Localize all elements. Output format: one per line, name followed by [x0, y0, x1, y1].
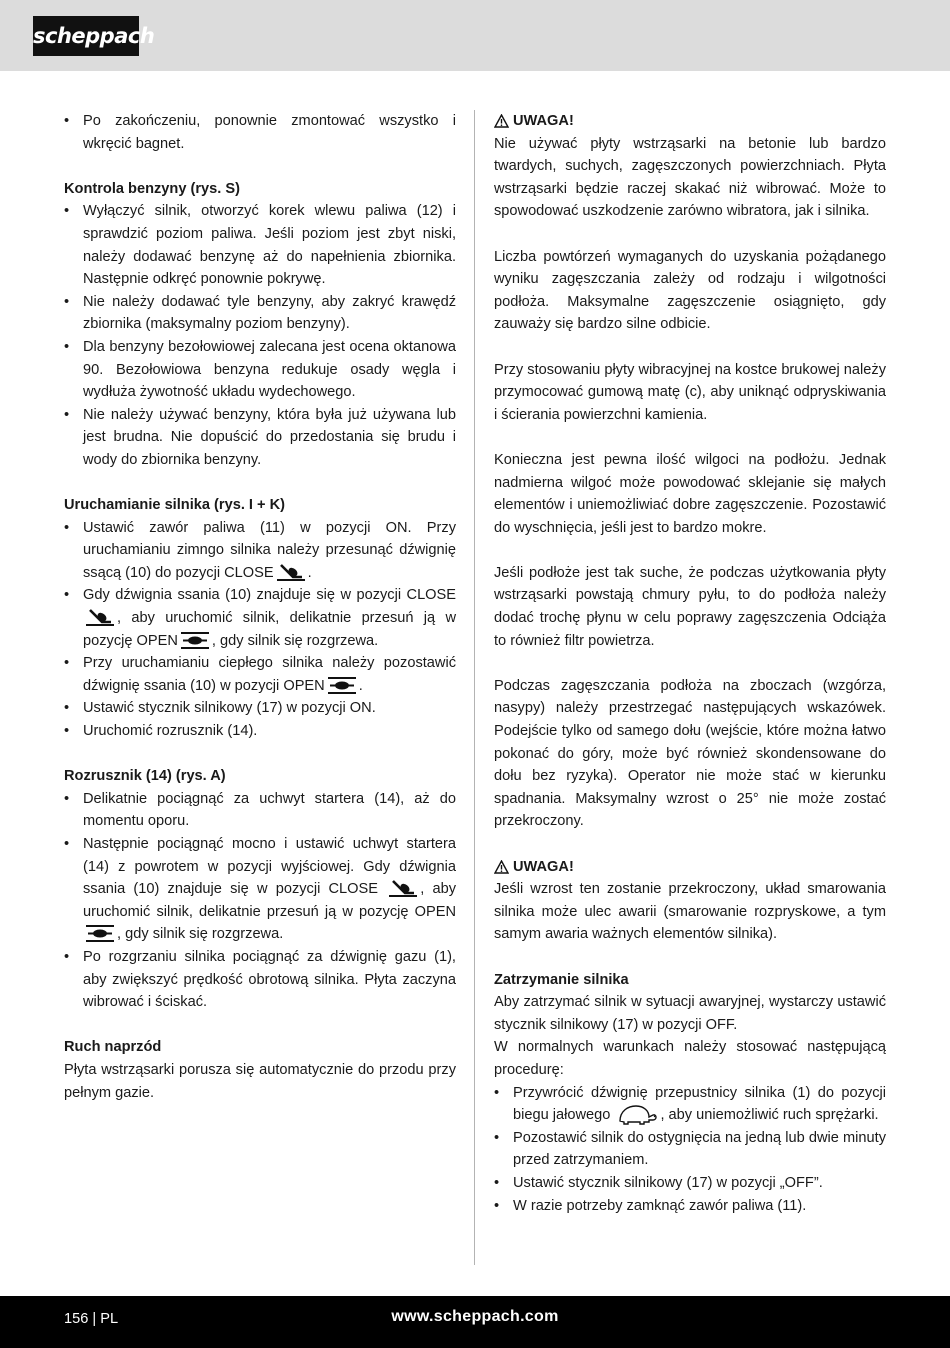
- list-item: • Gdy dźwignia ssania (10) znajduje się w pozycji CLOSE, aby uruchomić silnik, delikatnie przesuń ją w pozycję OPEN , gdy silnik się rozgrzewa.: [64, 584, 456, 652]
- warning-label: UWAGA!: [513, 858, 574, 875]
- paragraph: Podczas zagęszczania podłoża na zboczach (wzgórza, nasypy) należy przestrzegać następujących wskazówek. Podejście tylko od samego dołu (wejście, które można łatwo pokonać do góry, może być również skondensowane do dołu bez ryzyka). Operator nie może stać w kierunku spadnania. Maksymalny wzrost o 25° nie może zostać przekroczony.: [494, 677, 886, 830]
- warning-triangle-icon: [494, 114, 509, 128]
- warning-2: [494, 856, 886, 879]
- paragraph: Liczba powtórzeń wymaganych do uzyskania pożądanego wyniku zagęszczania zależy od rodzaju i wilgotności podłoża. Maksymalne zagęszczenie osiągnięto, gdy zauważy się bardzo silne odbicie.: [494, 248, 886, 333]
- list-item: • Ustawić stycznik silnikowy (17) w pozycji „OFF”.: [494, 1172, 886, 1195]
- warning-triangle-icon: [494, 860, 509, 874]
- starter-heading: Rozrusznik (14) (rys. A): [64, 768, 226, 785]
- forward-text: Płyta wstrząsarki porusza się automatycznie do przodu przy pełnym gazie.: [64, 1061, 456, 1101]
- fuel-heading: Kontrola benzyny (rys. S): [64, 180, 240, 197]
- paragraph: Przy stosowaniu płyty wibracyjnej na kostce brukowej należy przymocować gumową matę (c), aby uniknąć odpryskiwania i ścierania powierzchni kamienia.: [494, 361, 886, 423]
- stop-text: Aby zatrzymać silnik w sytuacji awaryjnej, wystarczy ustawić stycznik silnikowy (17) w pozycji OFF.: [494, 994, 886, 1033]
- choke-closed-icon: [388, 879, 418, 897]
- intro-list: [64, 110, 456, 155]
- start-list: [64, 517, 456, 743]
- list-item: • Ustawić stycznik silnikowy (17) w pozycji ON.: [64, 697, 456, 720]
- list-item: • W razie potrzeby zamknąć zawór paliwa (11).: [494, 1195, 886, 1218]
- choke-open-icon: [85, 924, 115, 942]
- list-item: • Po rozgrzaniu silnika pociągnąć za dźwignię gazu (1), aby zwiększyć prędkość obrotową silnika. Płyta zaczyna wibrować i ściskać.: [64, 946, 456, 1014]
- warning-text: Jeśli wzrost ten zostanie przekroczony, układ smarowania silnika może ulec awarii (smarowanie rozpryskowe, a tym samym awaria ważnych elementów silnika).: [494, 881, 886, 943]
- choke-closed-icon: [85, 608, 115, 626]
- choke-open-icon: [180, 631, 210, 649]
- website-link[interactable]: www.scheppach.com: [391, 1308, 559, 1325]
- starter-list: [64, 788, 456, 1014]
- list-item: • Nie należy używać benzyny, która była już używana lub jest brudna. Nie dopuścić do przedostania się brudu i wody do zbiornika benzyny.: [64, 404, 456, 472]
- list-item: • Po zakończeniu, ponownie zmontować wszystko i wkręcić bagnet.: [64, 110, 456, 155]
- stop-heading: Zatrzymanie silnika: [494, 971, 629, 988]
- header-bar: [0, 0, 950, 71]
- column-divider: [474, 110, 475, 1265]
- paragraph: Konieczna jest pewna ilość wilgoci na podłożu. Jednak nadmierna wilgoć może powodować sklejanie się małych elementów i uniemożliwiać dobre zagęszczenie. Pozostawić do wyschnięcia, jeśli jest to bardzo mokre.: [494, 451, 886, 536]
- turtle-icon: [616, 1104, 658, 1126]
- list-item: • Następnie pociągnąć mocno i ustawić uchwyt startera (14) z powrotem w pozycji wyjściowej. Gdy dźwignia ssania (10) znajduje się w pozycji CLOSE , aby uruchomić silnik, delikatnie przesuń ją w pozycję OPEN, gdy silnik się rozgrzewa.: [64, 833, 456, 946]
- footer-bar: [0, 1296, 950, 1348]
- list-item: • Ustawić zawór paliwa (11) w pozycji ON. Przy uruchamianiu zimngo silnika należy przesunąć dźwignię ssącą (10) do pozycji CLOSE .: [64, 517, 456, 585]
- paragraph: Jeśli podłoże jest tak suche, że podczas użytkowania płyty wstrząsarki powstają chmury pyłu, to do podłoża należy dodać trochę płynu w celu poprawy zagęszczenia Odciąża to również filtr powietrza.: [494, 564, 886, 649]
- warning-text: Nie używać płyty wstrząsarki na betonie lub bardzo twardych, suchych, zagęszczonych powierzchniach. Płyta wstrząsarki będzie raczej skakać niż wibrować. Może to spowodować uszkodzenie zarówno wibratora, jak i silnika.: [494, 135, 886, 220]
- list-item: • Delikatnie pociągnąć za uchwyt startera (14), aż do momentu oporu.: [64, 788, 456, 833]
- list-item: • Pozostawić silnik do ostygnięcia na jedną lub dwie minuty przed zatrzymaniem.: [494, 1127, 886, 1172]
- right-column: [494, 110, 886, 1217]
- fuel-list: [64, 200, 456, 471]
- left-column: [64, 110, 456, 1104]
- list-item: • Przy uruchamianiu ciepłego silnika należy pozostawić dźwignię ssania (10) w pozycji OPEN .: [64, 652, 456, 697]
- choke-closed-icon: [276, 563, 306, 581]
- list-item: • Dla benzyny bezołowiowej zalecana jest ocena oktanowa 90. Bezołowiowa benzyna redukuje osady węgla i wydłuża żywotność układu wydechowego.: [64, 336, 456, 404]
- stop-list: [494, 1082, 886, 1218]
- forward-heading: Ruch naprzód: [64, 1039, 162, 1056]
- warning-1: [494, 110, 886, 133]
- warning-label: UWAGA!: [513, 113, 574, 129]
- list-item: • Przywrócić dźwignię przepustnicy silnika (1) do pozycji biegu jałowego , aby uniemożliwić ruch sprężarki.: [494, 1082, 886, 1127]
- stop-text: W normalnych warunkach należy stosować następującą procedurę:: [494, 1039, 886, 1078]
- page-number: 156 | PL: [64, 1311, 119, 1327]
- list-item: • Uruchomić rozrusznik (14).: [64, 720, 456, 743]
- start-heading: Uruchamianie silnika (rys. I + K): [64, 497, 286, 514]
- list-item: • Wyłączyć silnik, otworzyć korek wlewu paliwa (12) i sprawdzić poziom paliwa. Jeśli poziom jest zbyt niski, należy dodawać benzynę aż do napełnienia zbiornika. Następnie odkręć ponownie pokrywę.: [64, 200, 456, 290]
- choke-open-icon: [327, 676, 357, 694]
- brand-logo: scheppach: [33, 16, 139, 56]
- list-item: • Nie należy dodawać tyle benzyny, aby zakryć krawędź zbiornika (maksymalny poziom benzyny).: [64, 291, 456, 336]
